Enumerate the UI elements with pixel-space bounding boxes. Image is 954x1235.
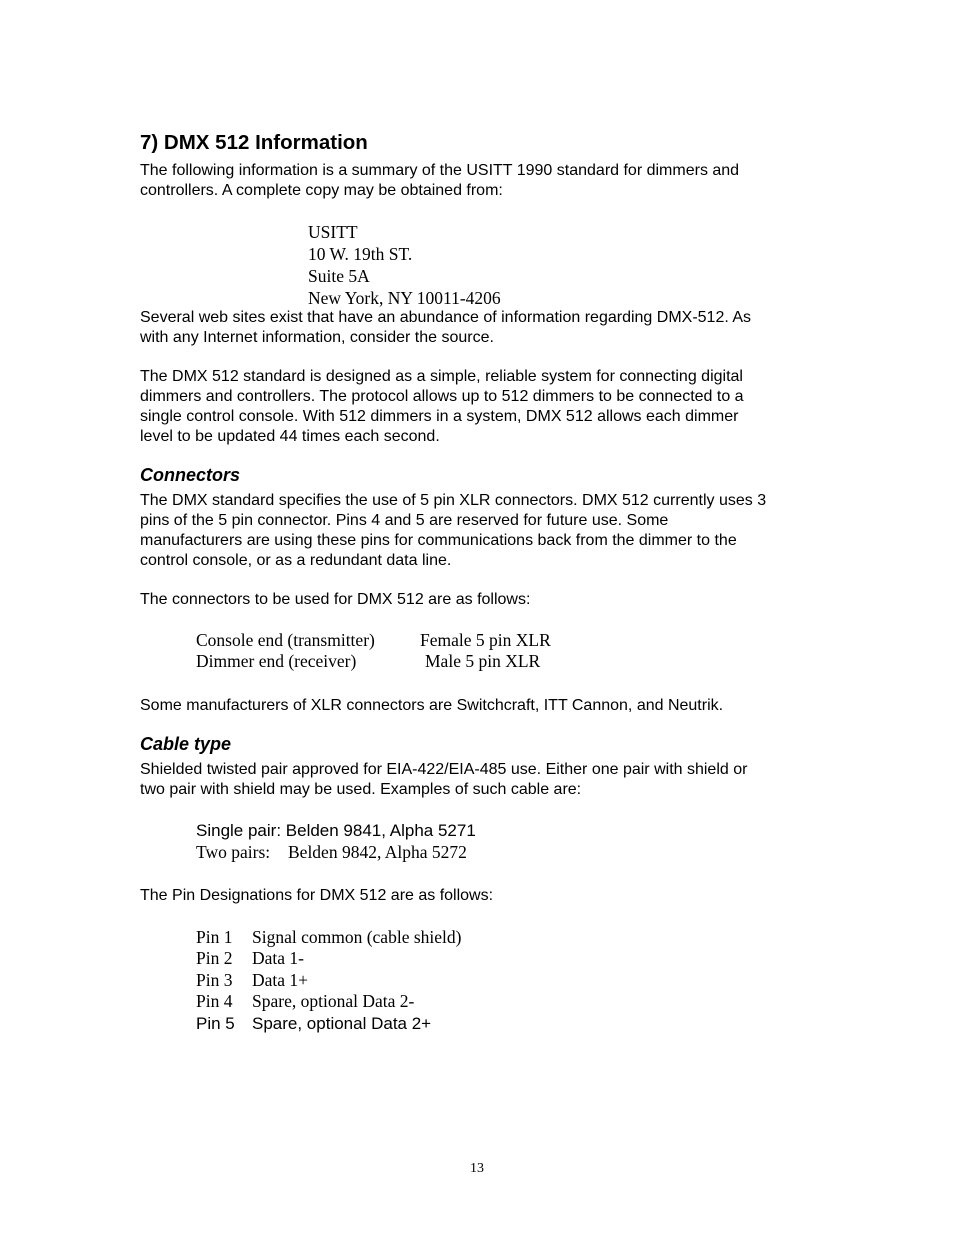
pin-number: Pin 2 [196, 948, 233, 968]
text-line: single control console. With 512 dimmers in a system, DMX 512 allows each dimmer [140, 408, 739, 425]
connector-type: Female 5 pin XLR [420, 630, 551, 650]
text-line: The following information is a summary of the USITT 1990 standard for dimmers and [140, 162, 740, 179]
pin-number: Pin 4 [196, 991, 233, 1011]
connector-row [196, 630, 551, 651]
pin-description: Signal common (cable shield) [252, 927, 462, 947]
pin-description: Data 1+ [252, 970, 309, 990]
text-line: two pair with shield may be used. Examples of such cable are: [140, 781, 582, 798]
connectors-list-intro: The connectors to be used for DMX 512 are as follows: [140, 591, 531, 608]
text-line: pins of the 5 pin connector. Pins 4 and 5 are reserved for future use. Some [140, 512, 669, 529]
connectors-paragraph [140, 491, 766, 571]
connector-end: Dimmer end (receiver) [196, 651, 357, 671]
two-pairs-label: Two pairs: [196, 842, 271, 862]
text-line: Shielded twisted pair approved for EIA-422/EIA-485 use. Either one pair with shield or [140, 761, 748, 778]
pin-description: Spare, optional Data 2- [252, 991, 415, 1011]
connector-row [196, 651, 540, 672]
section-heading: 7) DMX 512 Information [140, 131, 368, 154]
connector-type: Male 5 pin XLR [425, 651, 541, 671]
pin-description: Data 1- [252, 948, 304, 968]
two-pairs-example [196, 842, 467, 863]
text-line: level to be updated 44 times each second. [140, 428, 440, 445]
address-line: Suite 5A [308, 266, 370, 286]
cable-type-heading: Cable type [140, 734, 232, 754]
single-pair-example: Single pair: Belden 9841, Alpha 5271 [196, 821, 476, 840]
connector-end: Console end (transmitter) [196, 630, 375, 650]
pin-row [196, 970, 308, 991]
pin-description: Spare, optional Data 2+ [252, 1014, 432, 1033]
two-pairs-value: Belden 9842, Alpha 5272 [288, 842, 467, 862]
pin-row [196, 948, 304, 969]
standard-paragraph [140, 367, 744, 447]
page-number: 13 [470, 1161, 484, 1176]
pin-row [196, 1013, 431, 1034]
pin-number: Pin 1 [196, 927, 233, 947]
connectors-heading: Connectors [140, 465, 241, 485]
text-line: controllers. A complete copy may be obtained from: [140, 182, 503, 199]
text-line: The DMX 512 standard is designed as a simple, reliable system for connecting digital [140, 368, 743, 385]
intro-paragraph [140, 161, 739, 201]
text-line: Several web sites exist that have an abundance of information regarding DMX-512. As [140, 309, 752, 326]
cable-paragraph [140, 760, 747, 800]
manufacturers-paragraph: Some manufacturers of XLR connectors are Switchcraft, ITT Cannon, and Neutrik. [140, 697, 724, 714]
pin-row [196, 927, 461, 948]
text-line: manufacturers are using these pins for communications back from the dimmer to the [140, 532, 737, 549]
pin-number: Pin 5 [196, 1014, 235, 1033]
address-line: 10 W. 19th ST. [308, 244, 413, 264]
pin-number: Pin 3 [196, 970, 233, 990]
text-line: with any Internet information, consider the source. [140, 329, 494, 346]
pin-row [196, 991, 414, 1012]
web-sites-paragraph [140, 308, 751, 348]
text-line: dimmers and controllers. The protocol allows up to 512 dimmers to be connected to a [140, 388, 744, 405]
pins-intro: The Pin Designations for DMX 512 are as follows: [140, 887, 494, 904]
usitt-address [308, 221, 501, 309]
text-line: control console, or as a redundant data line. [140, 552, 452, 569]
address-line: USITT [308, 222, 358, 242]
address-line: New York, NY 10011-4206 [308, 288, 501, 308]
text-line: The DMX standard specifies the use of 5 pin XLR connectors. DMX 512 currently uses 3 [140, 492, 767, 509]
